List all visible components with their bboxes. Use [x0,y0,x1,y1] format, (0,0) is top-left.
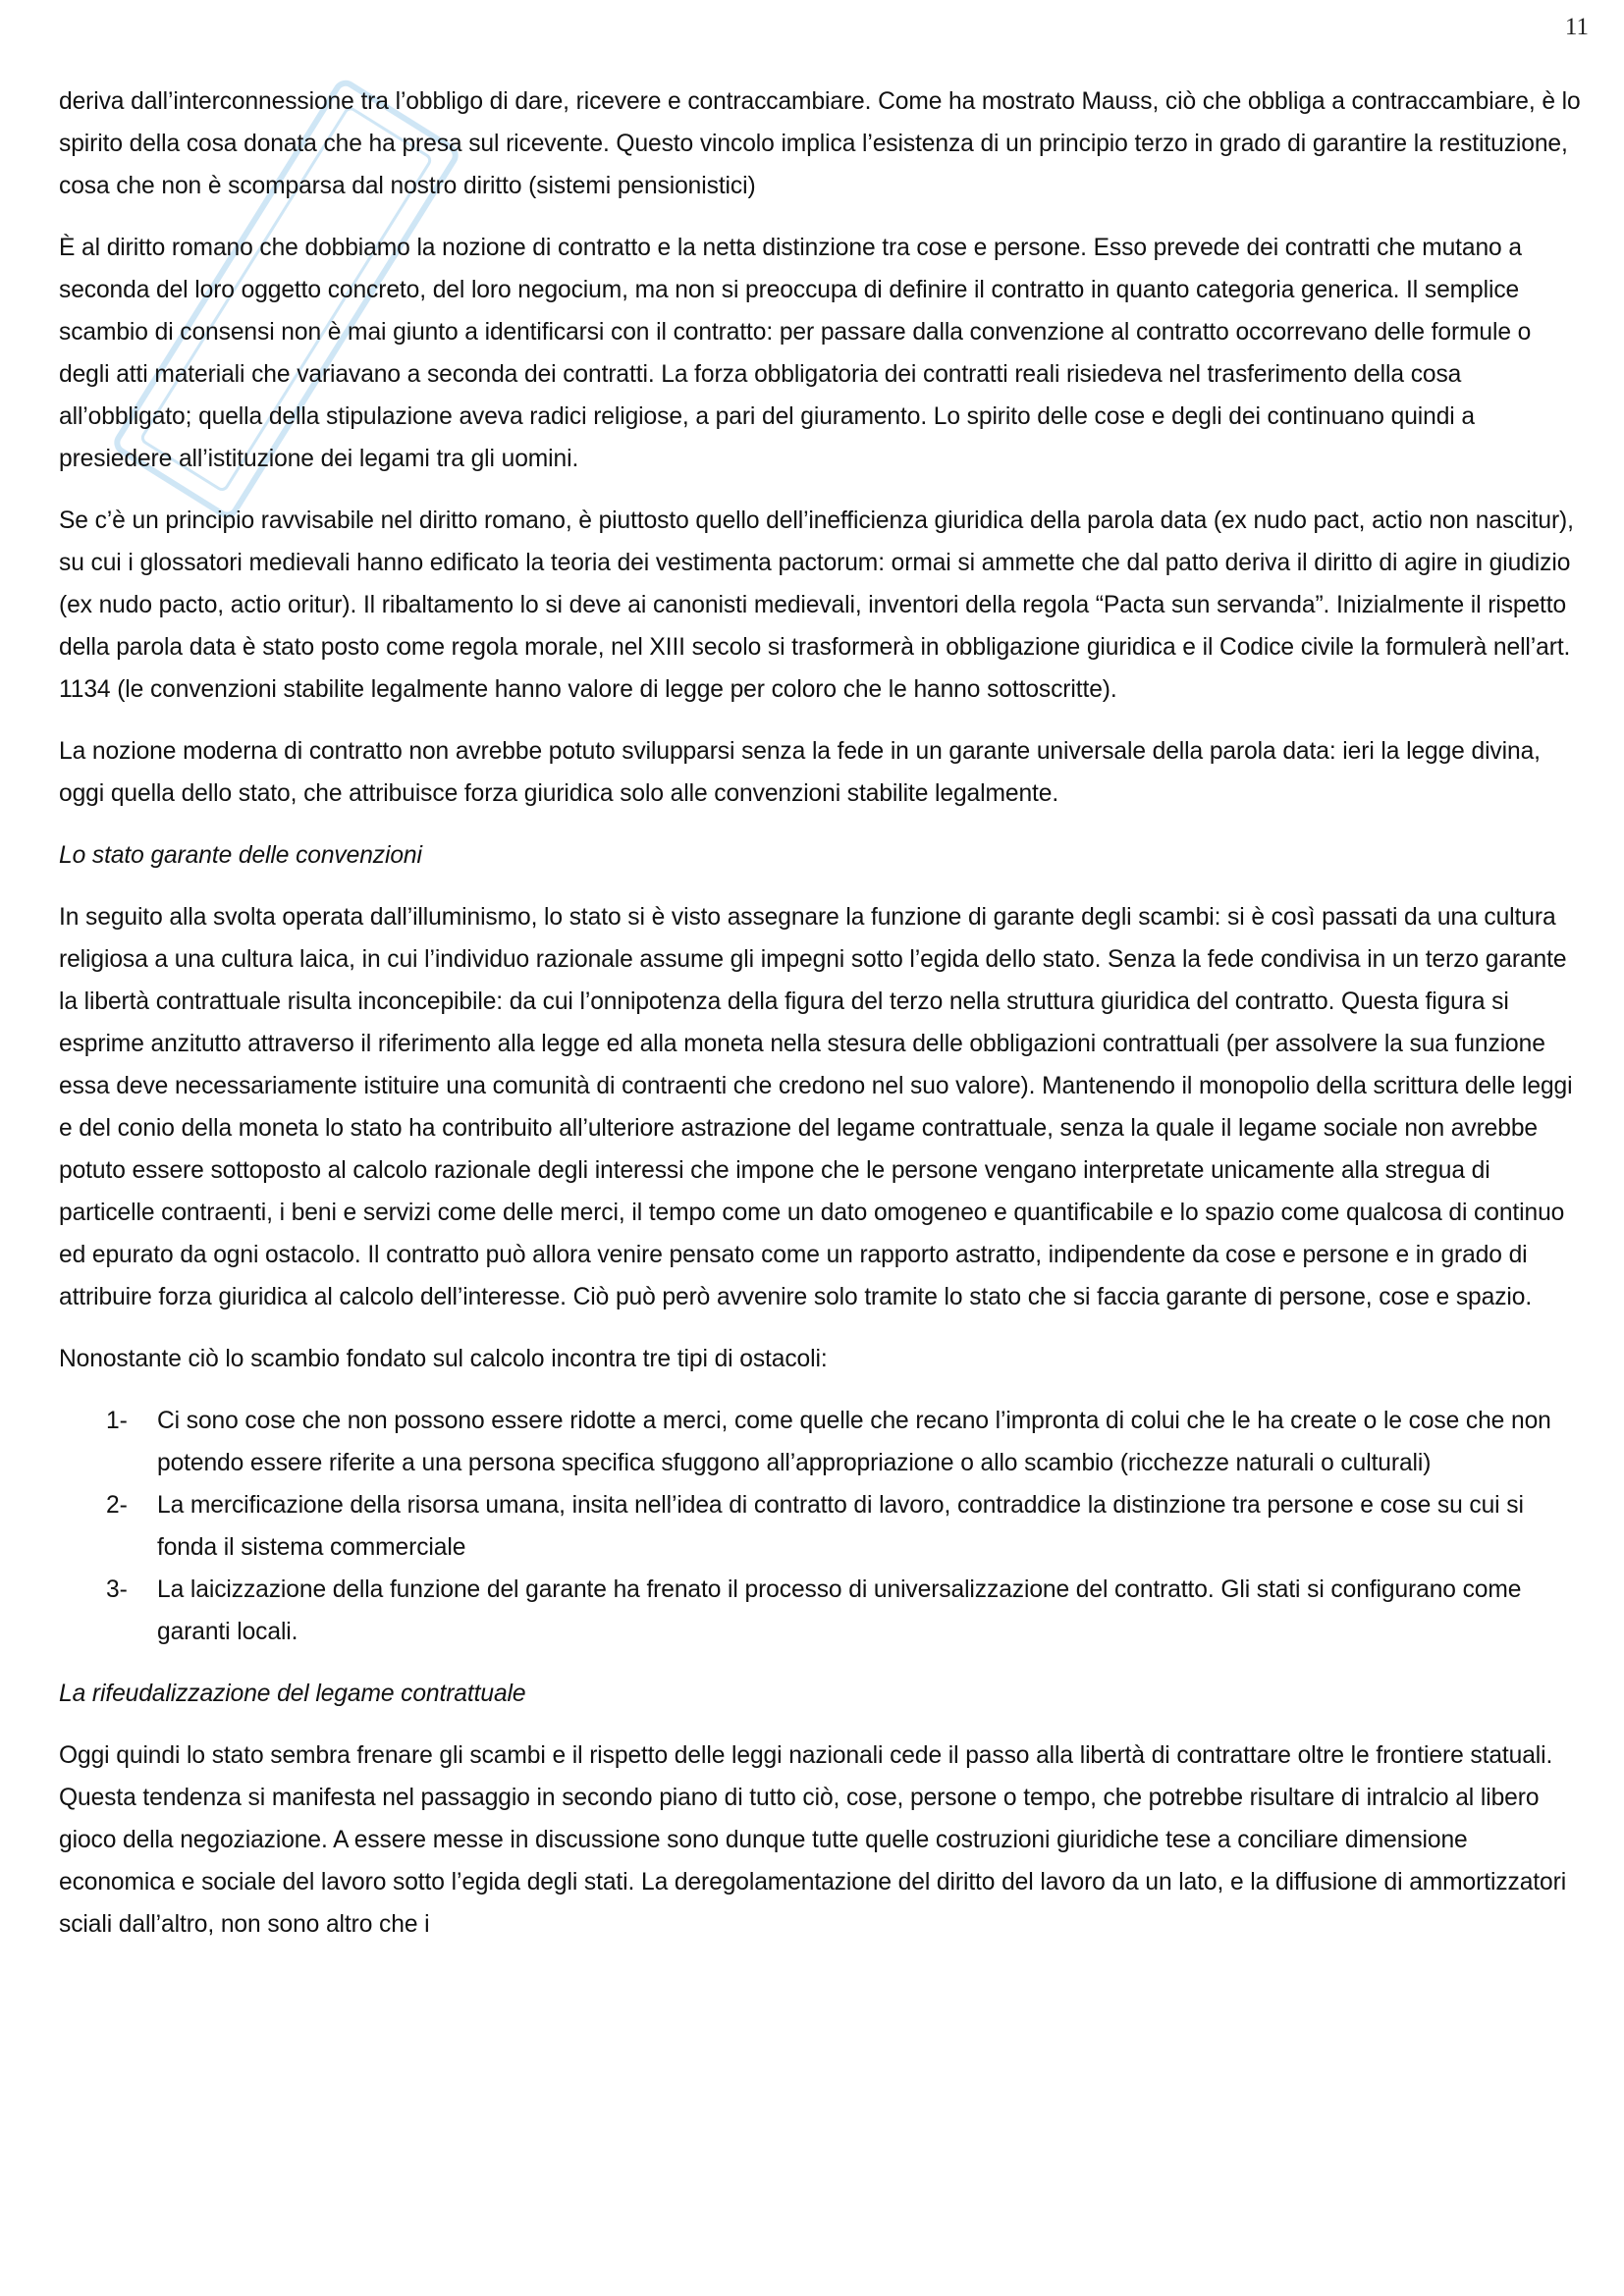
list-item-number: 2- [106,1492,128,1519]
paragraph: La nozione moderna di contratto non avrebbe potuto svilupparsi senza la fede in un garante universale della parola data: ieri la legge divina, oggi quella dello stato, che attribuisce forza giuridica solo alle convenzioni stabilite legalmente. [59,738,1541,807]
list-item [59,1484,1587,1569]
section-heading: Lo stato garante delle convenzioni [59,842,422,869]
list-item-text: La mercificazione della risorsa umana, insita nell’idea di contratto di lavoro, contraddice la distinzione tra persone e cose su cui si fonda il sistema commerciale [157,1492,1524,1561]
obstacles-list [59,1400,1587,1653]
list-item-text: Ci sono cose che non possono essere ridotte a merci, come quelle che recano l’impronta di colui che le ha create o le cose che non potendo essere riferite a una persona specifica sfuggono all’appropriazione o allo scambio (ricchezze naturali o culturali) [157,1408,1551,1476]
document-body [59,80,1587,1965]
list-item-number: 1- [106,1408,128,1434]
paragraph: È al diritto romano che dobbiamo la nozione di contratto e la netta distinzione tra cose e persone. Esso prevede dei contratti che mutano a seconda del loro oggetto concreto, del loro negocium, ma non si preoccupa di definire il contratto in quanto categoria generica. Il semplice scambio di consensi non è mai giunto a identificarsi con il contratto: per passare dalla convenzione al contratto occorrevano delle formule o degli atti materiali che variavano a seconda dei contratti. La forza obbligatoria dei contratti reali risiedeva nel trasferimento della cosa all’obbligato; quella della stipulazione aveva radici religiose, a pari del giuramento. Lo spirito delle cose e degli dei continuano quindi a presiedere all’istituzione dei legami tra gli uomini. [59,235,1532,472]
paragraph: In seguito alla svolta operata dall’illuminismo, lo stato si è visto assegnare la funzione di garante degli scambi: si è così passati da una cultura religiosa a una cultura laica, in cui l’individuo razionale assume gli impegni sotto l’egida dello stato. Senza la fede condivisa in un terzo garante la libertà contrattuale risulta inconcepibile: da cui l’onnipotenza della figura del terzo nella struttura giuridica del contratto. Questa figura si esprime anzitutto attraverso il riferimento alla legge ed alla moneta nella stesura delle obbligazioni contrattuali (per assolvere la sua funzione essa deve necessariamente istituire una comunità di contraenti che credono nel suo valore). Mantenendo il monopolio della scrittura delle leggi e del conio della moneta lo stato ha contribuito all’ulteriore astrazione del legame contrattuale, senza la quale il legame sociale non avrebbe potuto essere sottoposto al calcolo razionale degli interessi che impone che le persone vengano interpretate unicamente alla stregua di particelle contraenti, i beni e servizi come delle merci, il tempo come un dato omogeneo e quantificabile e lo spazio come qualcosa di continuo ed epurato da ogni ostacolo. Il contratto può allora venire pensato come un rapporto astratto, indipendente da cose e persone e in grado di attribuire forza giuridica al calcolo dell’interesse. Ciò può però avvenire solo tramite lo stato che si faccia garante di persone, cose e spazio. [59,904,1573,1310]
list-item [59,1569,1587,1653]
page-number: 11 [1564,14,1589,40]
section-heading: La rifeudalizzazione del legame contrattuale [59,1681,526,1707]
paragraph: Se c’è un principio ravvisabile nel diritto romano, è piuttosto quello dell’inefficienza giuridica della parola data (ex nudo pact, actio non nascitur), su cui i glossatori medievali hanno edificato la teoria dei vestimenta pactorum: ormai si ammette che dal patto deriva il diritto di agire in giudizio (ex nudo pacto, actio oritur). Il ribaltamento lo si deve ai canonisti medievali, inventori della regola “Pacta sun servanda”. Inizialmente il rispetto della parola data è stato posto come regola morale, nel XIII secolo si trasformerà in obbligazione giuridica e il Codice civile la formulerà nell’art. 1134 (le convenzioni stabilite legalmente hanno valore di legge per coloro che le hanno sottoscritte). [59,507,1574,703]
paragraph: Oggi quindi lo stato sembra frenare gli scambi e il rispetto delle leggi nazionali cede il passo alla libertà di contrattare oltre le frontiere statuali. Questa tendenza si manifesta nel passaggio in secondo piano di tutto ciò, cose, persone o tempo, che potrebbe risultare di intralcio al libero gioco della negoziazione. A essere messe in discussione sono dunque tutte quelle costruzioni giuridiche tese a conciliare dimensione economica e sociale del lavoro sotto l’egida degli stati. La deregolamentazione del diritto del lavoro da un lato, e la diffusione di ammortizzatori sciali dall’altro, non sono altro che i [59,1742,1567,1938]
paragraph: Nonostante ciò lo scambio fondato sul calcolo incontra tre tipi di ostacoli: [59,1346,828,1372]
list-item-text: La laicizzazione della funzione del garante ha frenato il processo di universalizzazione del contratto. Gli stati si configurano come garanti locali. [157,1576,1522,1645]
list-item [59,1400,1587,1484]
list-item-number: 3- [106,1576,128,1603]
paragraph: deriva dall’interconnessione tra l’obbligo di dare, ricevere e contraccambiare. Come ha mostrato Mauss, ciò che obbliga a contraccambiare, è lo spirito della cosa donata che ha presa sul ricevente. Questo vincolo implica l’esistenza di un principio terzo in grado di garantire la restituzione, cosa che non è scomparsa dal nostro diritto (sistemi pensionistici) [59,88,1581,199]
